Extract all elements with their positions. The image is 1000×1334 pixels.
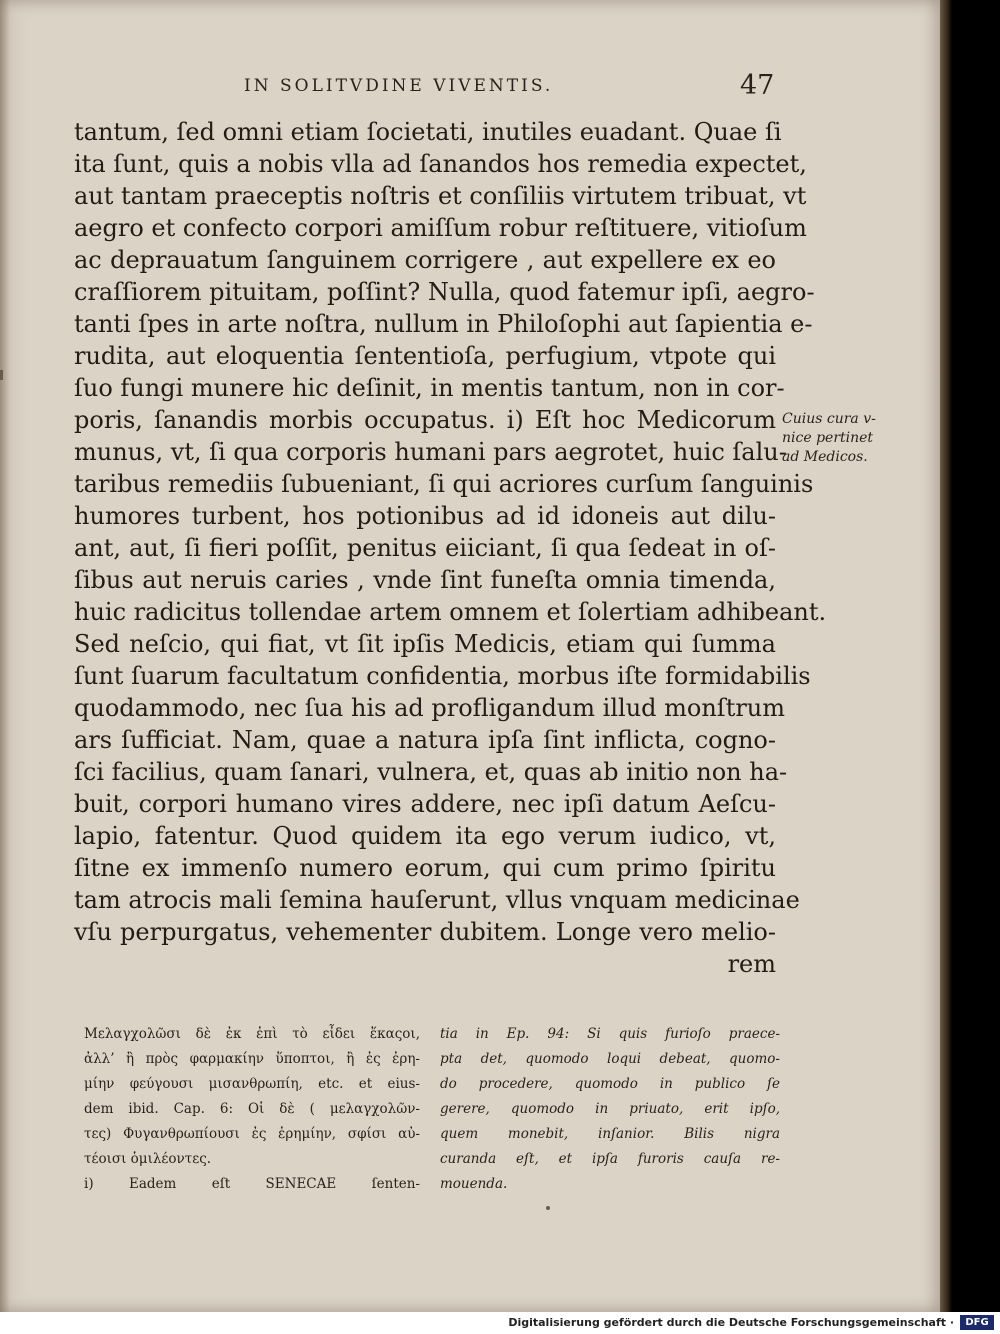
text-line: aut tantam praeceptis noſtris et conſiliis virtutem tribuat, vt (74, 182, 807, 210)
footnote-line: ἀλλ’ ἢ πρὸς φαρμακίην ὕποπτοι, ἢ ἐς ἐρη- (84, 1051, 420, 1067)
text-line: humores turbent, hos potionibus ad id idoneis aut dilu- (74, 502, 776, 530)
footnote-line: i) Eadem eſt SENECAE ſenten- (84, 1176, 420, 1192)
text-line: taribus remediis ſubueniant, ſi qui acriores curſum ſanguinis (74, 470, 814, 498)
text-line: ſci facilius, quam ſanari, vulnera, et, quas ab initio non ha- (74, 758, 788, 786)
footer-bar (0, 1312, 1000, 1334)
margin-note (782, 410, 922, 467)
margin-note-line: Cuius cura v- (782, 411, 876, 427)
footnote-line: pta det, quomodo loqui debeat, quomo- (440, 1051, 780, 1067)
margin-note-line: nice pertinet (782, 430, 874, 446)
footnote-left-column (84, 1022, 420, 1197)
footnote-line: curanda eſt, et ipſa furoris cauſa re- (440, 1151, 780, 1167)
page-edge (940, 0, 952, 1312)
margin-note-line: ad Medicos. (782, 449, 868, 465)
text-line: aegro et confecto corpori amiſſum robur reſtituere, vitioſum (74, 214, 807, 242)
footnote-line: quem monebit, inſanior. Bilis nigra (440, 1126, 780, 1142)
text-line: ſunt ſuarum facultatum confidentia, morbus iſte formidabilis (74, 662, 811, 690)
text-line: Sed neſcio, qui fiat, vt ſit ipſis Medicis, etiam qui ſumma (74, 630, 776, 658)
gutter-shadow (0, 0, 10, 1312)
footnote-line: mouenda. (440, 1176, 508, 1192)
text-line: ant, aut, ſi fieri poſſit, penitus eiiciant, ſi qua ſedeat in oſ- (74, 534, 776, 562)
funding-credit: Digitalisierung gefördert durch die Deutsche Forschungsgemeinschaft · (508, 1316, 954, 1329)
text-line: ita ſunt, quis a nobis vlla ad ſanandos hos remedia expectet, (74, 150, 807, 178)
footnote-line: Μελαγχολῶσι δὲ ἐκ ἐπὶ τὸ εἶδει ἕκαςοι, (84, 1026, 420, 1042)
scan-background (952, 0, 1000, 1312)
text-line: ſibus aut neruis caries , vnde ſint funeſta omnia timenda, (74, 566, 776, 594)
text-line: vſu perpurgatus, vehementer dubitem. Longe vero melio- (74, 918, 776, 946)
footnote-line: τέοισι ὁμιλέοντες. (84, 1151, 212, 1167)
text-line: huic radicitus tollendae artem omnem et ſolertiam adhibeant. (74, 598, 827, 626)
text-line: lapio, fatentur. Quod quidem ita ego verum iudico, vt, (74, 822, 776, 850)
text-line: tam atrocis mali ſemina hauſerunt, vllus vnquam medicinae (74, 886, 800, 914)
text-line: ſitne ex immenſo numero eorum, qui cum primo ſpiritu (74, 854, 776, 882)
text-line: rudita, aut eloquentia ſententioſa, perfugium, vtpote qui (74, 342, 776, 370)
running-head: IN SOLITVDINE VIVENTIS. (244, 76, 554, 96)
catchword: rem (727, 950, 776, 978)
text-line: ac deprauatum ſanguinem corrigere , aut expellere ex eo (74, 246, 776, 274)
footnote-line: μίην φεύγουσι μισανθρωπίη, etc. et eius- (84, 1076, 420, 1092)
footnote-line: τες) Φυγανθρωπίουσι ἐς ἐρημίην, σφίσι αὐ- (84, 1126, 420, 1142)
footnote-line: tia in Ep. 94: Si quis furioſo praece- (440, 1026, 780, 1042)
text-line: tantum, ſed omni etiam ſocietati, inutiles euadant. Quae ſi (74, 118, 782, 146)
dfg-logo: DFG (960, 1315, 994, 1330)
footnote-line: gerere, quomodo in priuato, erit ipſo, (440, 1101, 780, 1117)
footnote-right-column (440, 1022, 780, 1197)
text-line: poris, ſanandis morbis occupatus. i) Eſt hoc Medicorum (74, 406, 776, 434)
page-number: 47 (740, 70, 775, 101)
footnote-line: dem ibid. Cap. 6: Οἱ δὲ ( μελαγχολῶν- (84, 1101, 420, 1117)
spine-mark (0, 370, 3, 380)
text-line: munus, vt, ſi qua corporis humani pars aegrotet, huic ſalu- (74, 438, 787, 466)
text-line: ſuo fungi munere hic deſinit, in mentis tantum, non in cor- (74, 374, 785, 402)
text-line: tanti ſpes in arte noſtra, nullum in Philoſophi aut ſapientia e- (74, 310, 813, 338)
page-dot (546, 1206, 550, 1210)
text-line: craſſiorem pituitam, poſſint? Nulla, quod fatemur ipſi, aegro- (74, 278, 815, 306)
footnote-line: do procedere, quomodo in publico ſe (440, 1076, 780, 1092)
text-line: quodammodo, nec ſua his ad profligandum illud monſtrum (74, 694, 786, 722)
text-line: ars ſufficiat. Nam, quae a natura ipſa ſint inflicta, cogno- (74, 726, 776, 754)
page-header (0, 70, 940, 106)
text-line: buit, corpori humano vires addere, nec ipſi datum Aeſcu- (74, 790, 776, 818)
